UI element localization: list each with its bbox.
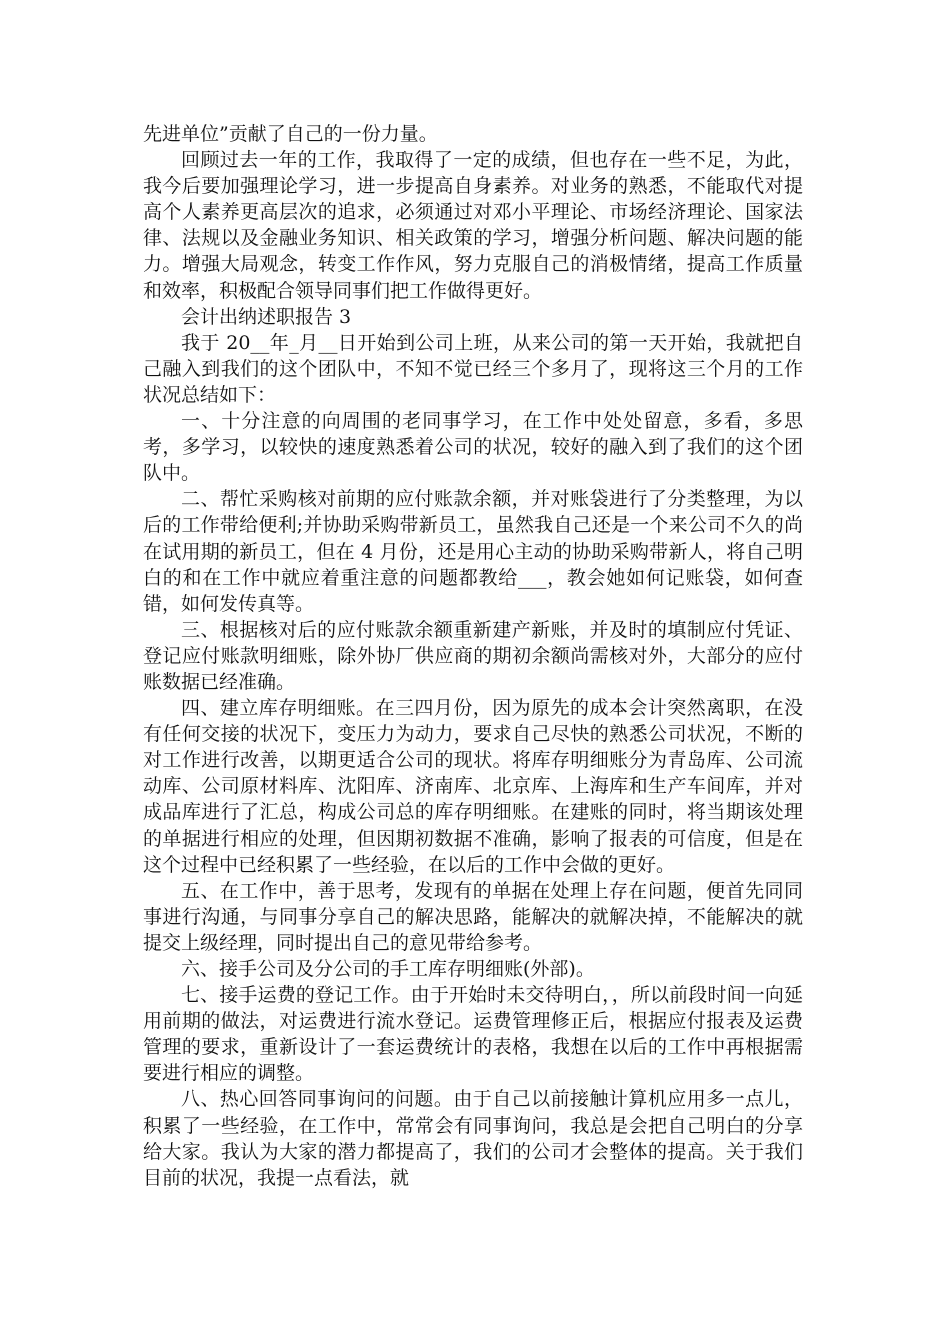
paragraph-item-6: 六、接手公司及分公司的手工库存明细账(外部)。 [181, 958, 595, 980]
paragraph-intro: 我于 20__年_月__日开始到公司上班，从来公司的第一天开始，我就把自己融入到我们的这个团队中，不知不觉已经三个多月了，现将这三个月的工作状况总结如下： [143, 331, 803, 406]
section-heading: 会计出纳述职报告 3 [181, 305, 352, 328]
paragraph-item-1: 一、十分注意的向周围的老同事学习，在工作中处处留意，多看，多思考，多学习，以较快的速度熟悉着公司的状况，较好的融入到了我们的这个团队中。 [143, 410, 803, 485]
paragraph-item-2: 二、帮忙采购核对前期的应付账款余额，并对账袋进行了分类整理，为以后的工作带给便利;并协助采购带新员工，虽然我自己还是一个来公司不久的尚在试用期的新员工，但在 4 月份，还是用心主动的协助采购带新人，将自己明白的和在工作中就应着重注意的问题都教给___，教会她如何记账袋，如何查错，如何发传真等。 [143, 488, 803, 615]
document-body [143, 121, 803, 1191]
paragraph-item-8: 八、热心回答同事询问的问题。由于自己以前接触计算机应用多一点儿，积累了一些经验，在工作中，常常会有同事询问，我总是会把自己明白的分享给大家。我认为大家的潜力都提高了，我们的公司才会整体的提高。关于我们目前的状况，我提一点看法，就 [143, 1088, 803, 1189]
paragraph-item-7: 七、接手运费的登记工作。由于开始时未交待明白，，所以前段时间一向延用前期的做法，对运费进行流水登记。运费管理修正后，根据应付报表及运费管理的要求，重新设计了一套运费统计的表格，我想在以后的工作中再根据需要进行相应的调整。 [143, 984, 803, 1085]
paragraph-item-4: 四、建立库存明细账。在三四月份，因为原先的成本会计突然离职，在没有任何交接的状况下，变压力为动力，要求自己尽快的熟悉公司状况，不断的对工作进行改善，以期更适合公司的现状。将库存明细账分为青岛库、公司流动库、公司原材料库、沈阳库、济南库、北京库、上海库和生产车间库，并对成品库进行了汇总，构成公司总的库存明细账。在建账的同时，将当期该处理的单据进行相应的处理，但因期初数据不准确，影响了报表的可信度，但是在这个过程中已经积累了一些经验，在以后的工作中会做的更好。 [143, 697, 803, 876]
paragraph-2: 回顾过去一年的工作，我取得了一定的成绩，但也存在一些不足，为此，我今后要加强理论学习，进一步提高自身素养。对业务的熟悉，不能取代对提高个人素养更高层次的追求，必须通过对邓小平理论、市场经济理论、国家法律、法规以及金融业务知识、相关政策的学习，增强分析问题、解决问题的能力。增强大局观念，转变工作作风，努力克服自己的消极情绪，提高工作质量和效率，积极配合领导同事们把工作做得更好。 [143, 149, 803, 302]
paragraph-item-5: 五、在工作中，善于思考，发现有的单据在处理上存在问题，便首先同同事进行沟通，与同事分享自己的解决思路，能解决的就解决掉，不能解决的就提交上级经理，同时提出自己的意见带给参考。 [143, 879, 803, 954]
paragraph-1: 先进单位”贡献了自己的一份力量。 [143, 123, 438, 145]
paragraph-item-3: 三、根据核对后的应付账款余额重新建产新账，并及时的填制应付凭证、登记应付账款明细账，除外协厂供应商的期初余额尚需核对外，大部分的应付账数据已经准确。 [143, 618, 803, 693]
